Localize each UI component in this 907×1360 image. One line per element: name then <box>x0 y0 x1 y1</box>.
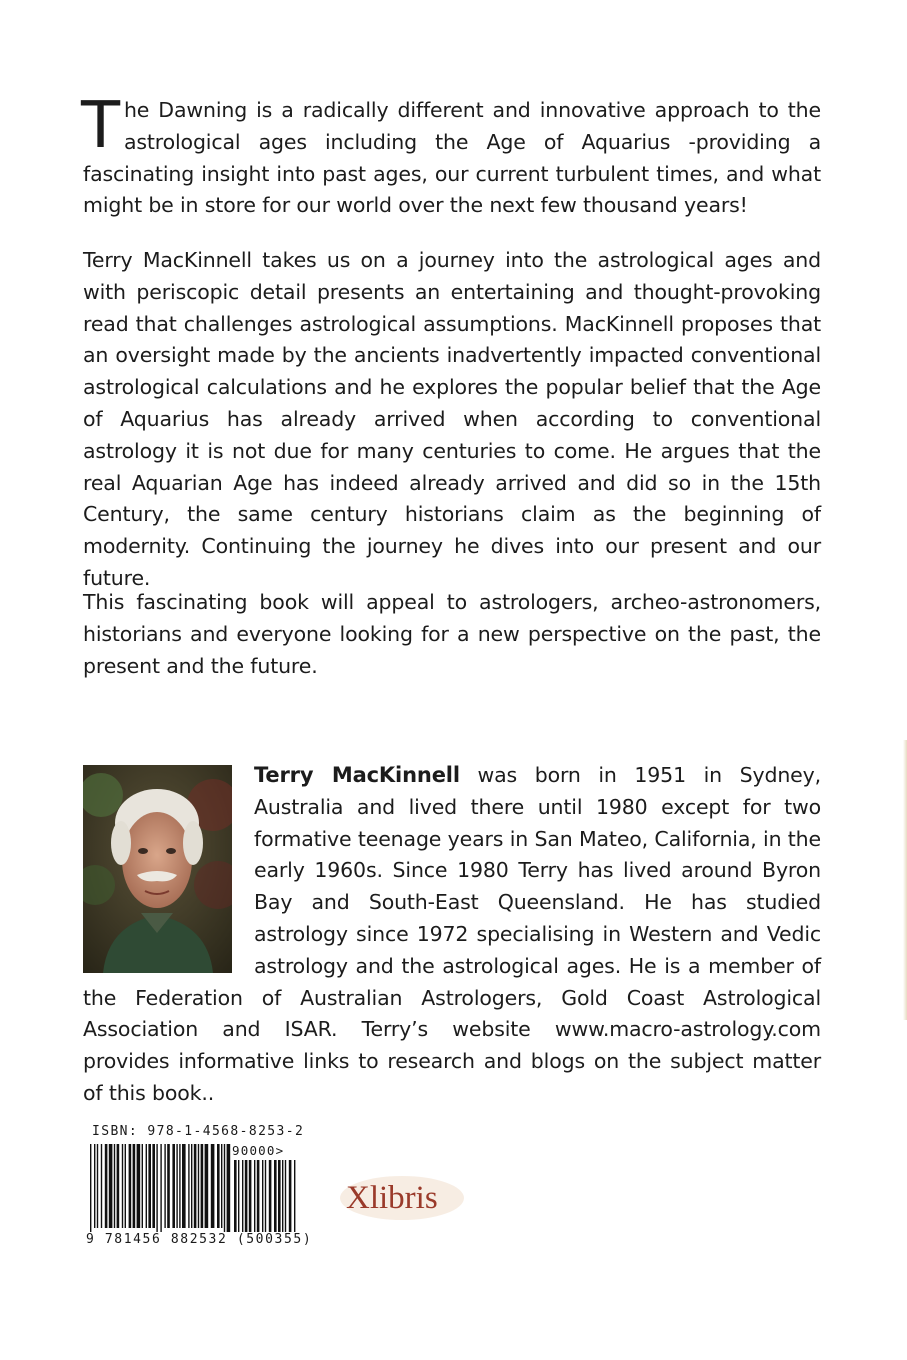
barcode-bar <box>133 1144 136 1228</box>
barcode-bar <box>191 1144 192 1228</box>
barcode-bar <box>265 1160 266 1232</box>
barcode-bar <box>146 1144 147 1228</box>
blurb-paragraph-3: This fascinating book will appeal to astrologers, archeo-astronomers, historians and everyone looking for a new perspective on the past, the present and the future. <box>83 590 821 678</box>
barcode-bar <box>179 1144 180 1228</box>
barcode-bar <box>269 1160 272 1232</box>
barcode-bar <box>117 1144 120 1228</box>
publisher-logo-text: Xlibris <box>346 1180 438 1216</box>
barcode-bar <box>152 1144 155 1228</box>
edge-shade <box>903 740 907 1020</box>
barcode-bar <box>101 1144 102 1228</box>
barcode-bar <box>201 1144 204 1228</box>
barcode-bar <box>142 1144 143 1228</box>
barcode-bar <box>90 1144 91 1232</box>
barcode-bar <box>285 1160 286 1232</box>
blurb-paragraph-1 <box>81 89 821 222</box>
barcode-bar <box>217 1144 220 1228</box>
price-code: 90000> <box>232 1143 285 1158</box>
barcode-bar <box>254 1160 255 1232</box>
barcode-bar <box>176 1144 177 1228</box>
barcode-bar <box>97 1144 98 1228</box>
barcode-bar <box>182 1144 186 1228</box>
barcode-bar <box>137 1144 141 1228</box>
author-portrait-icon <box>83 765 232 973</box>
barcode-bar <box>221 1144 222 1228</box>
barcode-bar <box>294 1160 295 1232</box>
barcode-bar <box>224 1144 225 1232</box>
barcode-bar <box>245 1160 248 1232</box>
author-bio-text: was born in 1951 in Sydney, Australia and lived there until 1980 except for two formative teenage years in San Mateo, California, in the early 1960s. Since 1980 Terry has lived around Byron Bay and South-East Queensland. He has studied astrology since 1972 specialising in Western and Vedic astrology and the astrological ages. He is a member of the Federation of Australian Astrologers, Gold Coast Astrological Association and ISAR. Terry’s website www.macro-astrology.com provides informative links to research and blogs on the subject matter of this book.. <box>83 763 821 1105</box>
barcode-bar <box>114 1144 115 1228</box>
publisher-logo <box>340 1172 470 1222</box>
barcode-digits: 9 781456 882532 (500355) <box>86 1232 313 1247</box>
barcode-bar <box>94 1144 95 1228</box>
barcode-bar <box>205 1144 209 1228</box>
barcode-bar <box>172 1144 175 1228</box>
barcode-bar <box>164 1144 165 1228</box>
barcode-bar <box>238 1160 239 1232</box>
blurb-paragraph-1-text: he Dawning is a radically different and innovative approach to the astrological ages including the Age of Aquarius -providing a fascinating insight into past ages, our current turbulent times, and what might be in store for our world over the next few thousand years! <box>83 98 821 218</box>
barcode-bar <box>289 1160 292 1232</box>
drop-cap: T <box>81 89 120 163</box>
isbn-label: ISBN: 978-1-4568-8253-2 <box>92 1124 305 1139</box>
barcode-bar <box>160 1144 161 1232</box>
barcode-bar <box>148 1144 151 1228</box>
author-bio <box>83 760 821 1110</box>
barcode-bar <box>122 1144 123 1228</box>
barcode-bar <box>211 1144 215 1228</box>
barcode-bar <box>242 1160 243 1232</box>
barcode-bar <box>188 1144 189 1228</box>
barcode-bar <box>167 1144 170 1228</box>
barcode-bar <box>105 1144 108 1228</box>
author-photo <box>83 765 232 973</box>
barcode-bar <box>274 1160 277 1232</box>
barcode-bar <box>156 1144 157 1232</box>
barcode-bar <box>234 1160 237 1232</box>
barcode-bar <box>198 1144 199 1228</box>
barcode-bar <box>194 1144 197 1228</box>
barcode-bar <box>249 1160 252 1232</box>
barcode-bar <box>257 1160 260 1232</box>
barcode-bar <box>282 1160 283 1232</box>
barcode-bar <box>278 1160 281 1232</box>
barcode-bar <box>262 1160 263 1232</box>
barcode-bar <box>227 1144 231 1232</box>
barcode-bar <box>109 1144 113 1228</box>
blurb-paragraph-2: Terry MacKinnell takes us on a journey into the astrological ages and with periscopic detail presents an entertaining and thought-provoking read that challenges astrological assumptions. MacKinnell proposes that an oversight made by the ancients inadvertently impacted conventional astrological calculations and he explores the popular belief that the Age of Aquarius has already arrived when according to conventional astrology it is not due for many centuries to come. He argues that the real Aquarian Age has indeed already arrived and did so in the 15th Century, the same century historians claim as the beginning of modernity. Continuing the journey he dives into our present and our future. <box>83 248 821 590</box>
author-name: Terry MacKinnell <box>254 763 460 787</box>
barcode-bar <box>125 1144 126 1228</box>
barcode-bar <box>129 1144 132 1228</box>
